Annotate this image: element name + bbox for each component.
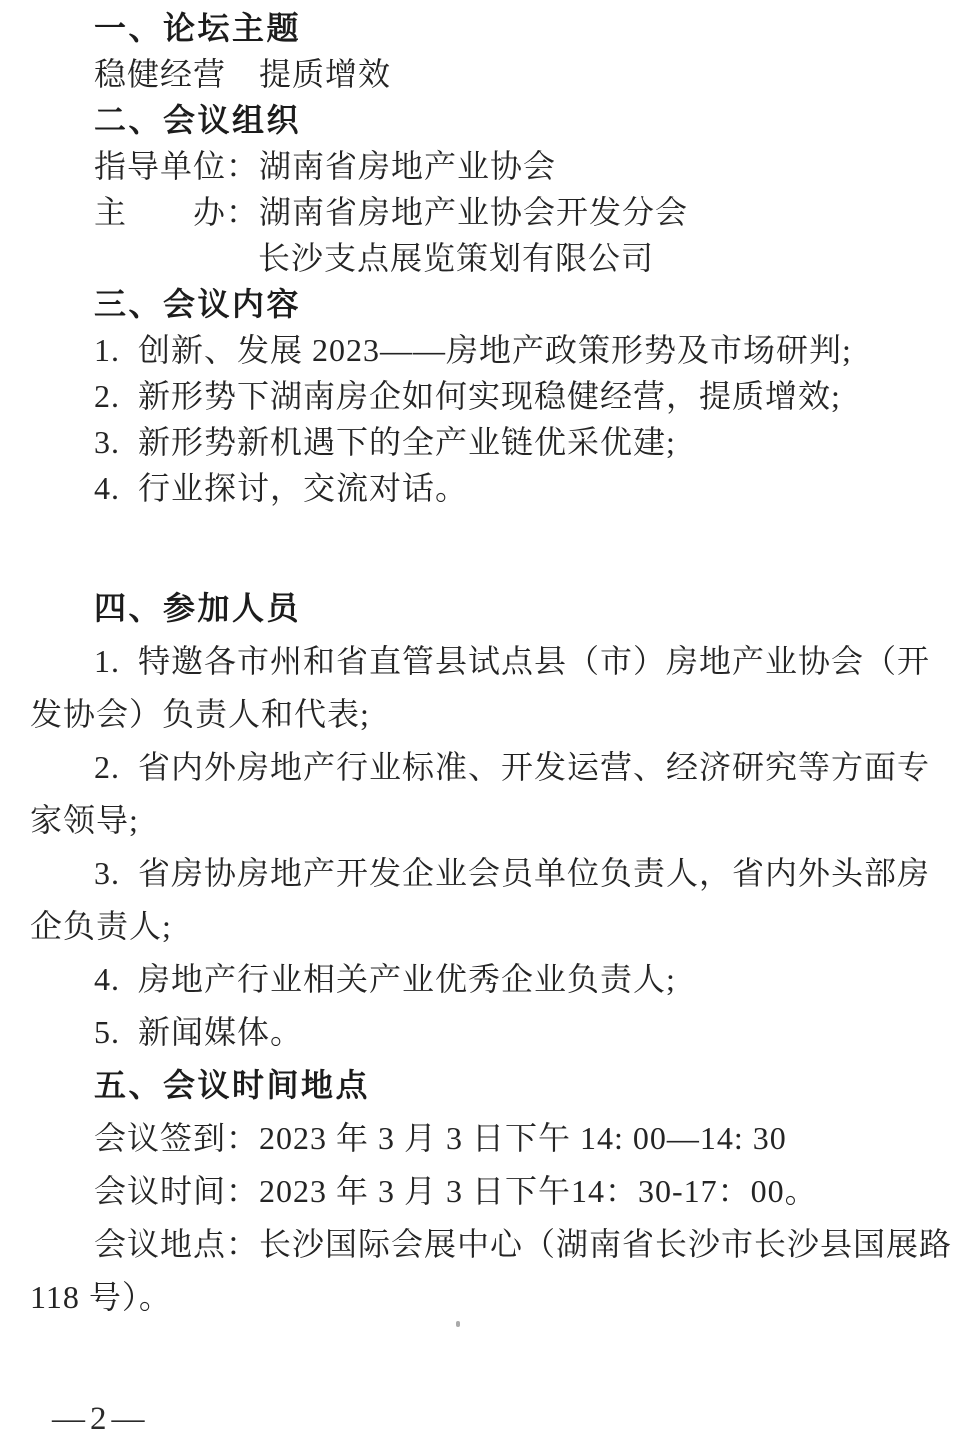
guidance-unit-line: 指导单位：湖南省房地产业协会 <box>94 148 557 184</box>
scan-artifact-dot <box>456 1321 460 1327</box>
heading-participants: 四、参加人员 <box>94 590 302 626</box>
participants-item-3: 3. 省房协房地产开发企业会员单位负责人，省内外头部房企负责人; <box>30 855 931 944</box>
document-upper-block <box>30 5 959 511</box>
participants-item-2: 2. 省内外房地产行业标准、开发运营、经济研究等方面专家领导; <box>30 749 931 838</box>
meeting-location-line: 会议地点：长沙国际会展中心（湖南省长沙市长沙县国展路118 号）。 <box>30 1226 953 1315</box>
heading-meeting-content: 三、会议内容 <box>94 286 302 322</box>
signin-time-line: 会议签到：2023 年 3 月 3 日下午 14: 00—14: 30 <box>94 1120 787 1156</box>
heading-meeting-organization: 二、会议组织 <box>94 102 302 138</box>
content-item-3: 3. 新形势新机遇下的全产业链优采优建; <box>94 424 676 460</box>
content-item-2: 2. 新形势下湖南房企如何实现稳健经营，提质增效; <box>94 378 841 414</box>
page-number: —2— <box>52 1401 150 1437</box>
participants-item-4: 4. 房地产行业相关产业优秀企业负责人; <box>94 961 676 997</box>
content-item-1: 1. 创新、发展 2023——房地产政策形势及市场研判; <box>94 332 852 368</box>
content-item-4: 4. 行业探讨，交流对话。 <box>94 470 469 506</box>
meeting-time-line: 会议时间：2023 年 3 月 3 日下午14：30-17：00。 <box>94 1173 818 1209</box>
organizer-line: 主 办：湖南省房地产业协会开发分会 <box>94 194 689 230</box>
participants-item-1: 1. 特邀各市州和省直管县试点县（市）房地产业协会（开发协会）负责人和代表; <box>30 643 931 732</box>
organizer-line-2: 长沙支点展览策划有限公司 <box>258 240 655 276</box>
heading-time-location: 五、会议时间地点 <box>94 1067 371 1103</box>
heading-forum-theme: 一、论坛主题 <box>94 10 302 46</box>
forum-theme-text: 稳健经营 提质增效 <box>94 56 392 92</box>
document-lower-block <box>30 582 959 1324</box>
participants-item-5: 5. 新闻媒体。 <box>94 1014 304 1050</box>
